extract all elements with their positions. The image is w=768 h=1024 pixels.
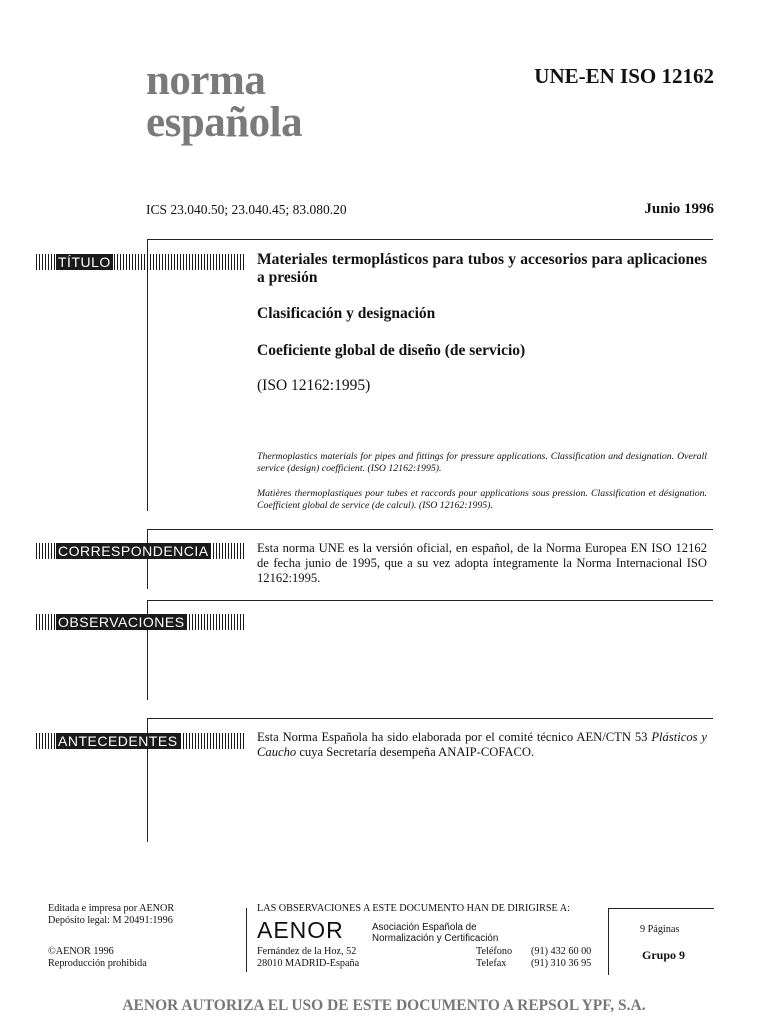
document-subtitle-coefficient: Coeficiente global de diseño (de servicio)	[257, 342, 526, 359]
divider-correspondencia	[147, 529, 713, 530]
vrule-correspondencia	[147, 529, 148, 589]
divider-observaciones	[147, 600, 713, 601]
section-label-antecedentes: ANTECEDENTES	[36, 733, 244, 749]
ics-codes: ICS 23.040.50; 23.040.45; 83.080.20	[146, 202, 347, 217]
section-label-correspondencia: CORRESPONDENCIA	[36, 543, 244, 559]
section-label-observaciones: OBSERVACIONES	[36, 614, 244, 630]
price-group: Grupo 9	[642, 948, 686, 962]
address-line-1: Fernández de la Hoz, 52	[257, 946, 357, 957]
section-label-titulo: TÍTULO	[36, 254, 244, 270]
fax-number: (91) 310 36 95	[531, 958, 592, 969]
assoc-line-2: Normalización y Certificación	[372, 933, 499, 944]
correspondencia-text: Esta norma UNE es la versión oficial, en español, de la Norma Europea EN ISO 12162 de fecha junio de 1995, que a su vez adopta íntegramente la Norma Internacional ISO 12162:1995.	[257, 541, 707, 585]
document-subtitle-classification: Clasificación y designación	[257, 305, 436, 322]
edited-by: Editada e impresa por AENOR	[48, 903, 175, 914]
aenor-logo: AENOR	[257, 917, 344, 943]
divider-titulo	[147, 239, 713, 240]
standard-code: UNE-EN ISO 12162	[534, 64, 714, 88]
copyright: ©AENOR 1996	[48, 946, 114, 957]
page-count: 9 Páginas	[640, 924, 680, 935]
pages-box	[608, 908, 714, 975]
antecedentes-text-end: cuya Secretaría desempeña ANAIP-COFACO.	[299, 745, 535, 759]
reproduction-notice: Reproducción prohibida	[48, 958, 147, 969]
observations-heading: LAS OBSERVACIONES A ESTE DOCUMENTO HAN DE DIRIGIRSE A:	[257, 903, 570, 914]
iso-reference: (ISO 12162:1995)	[257, 377, 371, 394]
address-line-2: 28010 MADRID-España	[257, 958, 360, 969]
publication-date: Junio 1996	[644, 201, 714, 217]
fax-label: Telefax	[476, 958, 507, 969]
committee-name: Plásticos y Caucho	[257, 730, 708, 759]
translation-english: Thermoplastics materials for pipes and fittings for pressure applications. Classification and designation. Overall service (design) coefficient. (ISO 12162:1995).	[257, 451, 707, 474]
phone-label: Teléfono	[476, 946, 513, 957]
legal-deposit: Depósito legal: M 20491:1996	[48, 915, 173, 926]
antecedentes-text-start: Esta Norma Española ha sido elaborada por el comité técnico AEN/CTN 53	[257, 730, 648, 744]
brand-title	[146, 57, 303, 146]
document-main-title: Materiales termoplásticos para tubos y accesorios para aplicaciones a presión	[257, 251, 707, 286]
translation-french: Matières thermoplastiques pour tubes et raccords pour applications sous pression. Classification et désignation. Coefficient global de service (de calcul). (ISO 12162:1995).	[257, 488, 707, 511]
antecedentes-text	[257, 730, 707, 760]
authorization-notice: AENOR AUTORIZA EL USO DE ESTE DOCUMENTO A REPSOL YPF, S.A.	[122, 997, 646, 1014]
brand-line-2: española	[146, 99, 303, 146]
assoc-line-1: Asociación Española de	[372, 922, 477, 933]
brand-line-1: norma	[146, 57, 266, 104]
vrule-titulo	[147, 239, 148, 511]
phone-number: (91) 432 60 00	[531, 946, 592, 957]
footer-vrule	[246, 908, 247, 972]
divider-antecedentes	[147, 718, 713, 719]
